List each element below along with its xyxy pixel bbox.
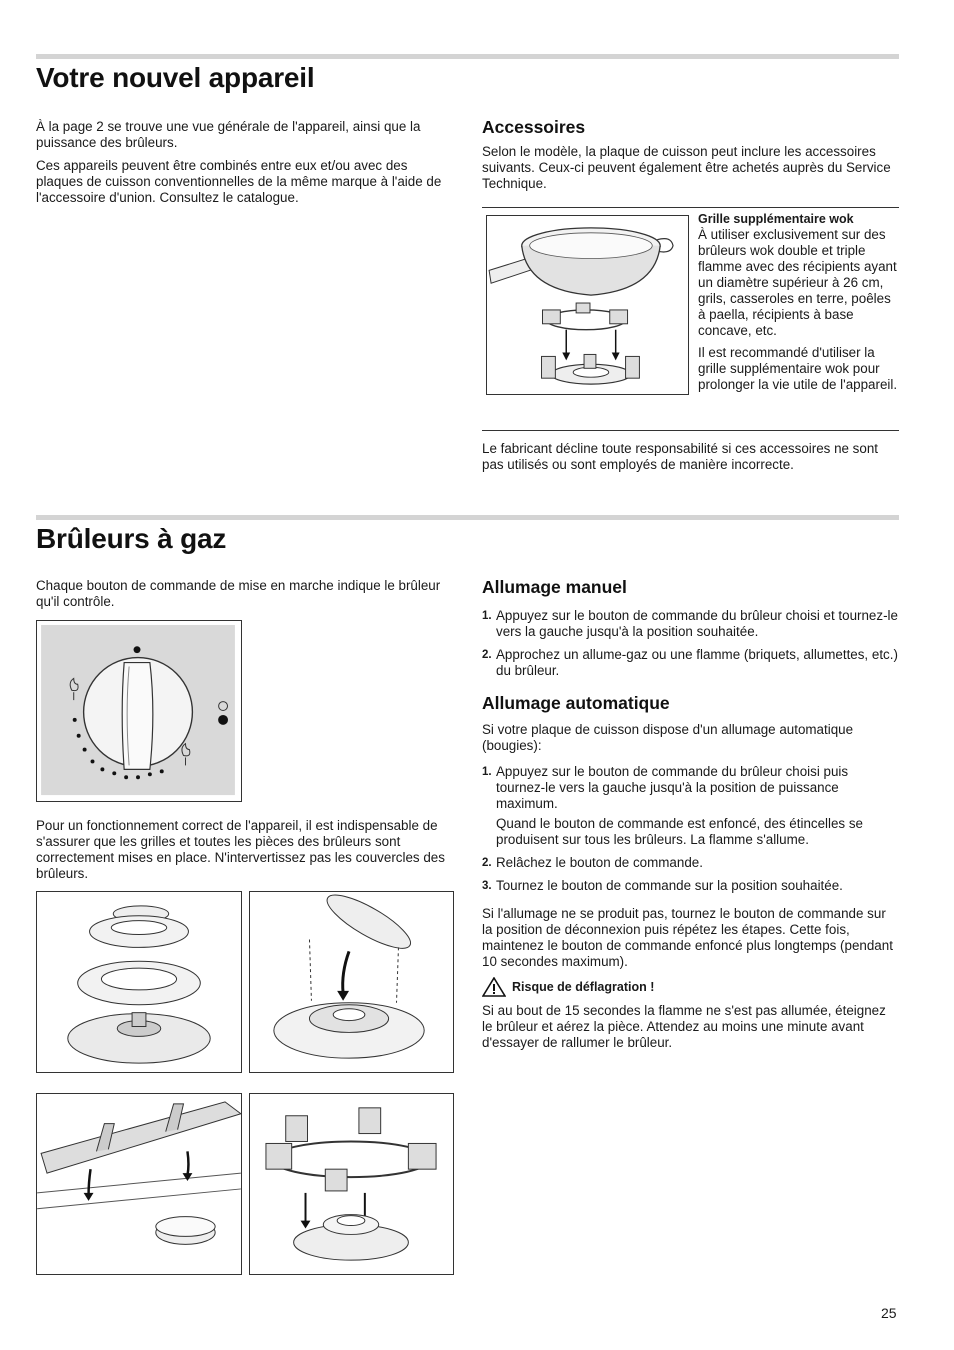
disclaimer-block bbox=[482, 441, 899, 480]
intro-column bbox=[36, 119, 454, 213]
accessory-title: Grille supplémentaire wok bbox=[698, 212, 854, 226]
burner-parts-illustration bbox=[36, 891, 242, 1073]
accessory-description bbox=[698, 211, 898, 400]
burner-parts-drawing bbox=[37, 892, 241, 1072]
warning-triangle-icon bbox=[482, 977, 506, 997]
burner-intro: Chaque bouton de commande de mise en marche indique le brûleur qu'il contrôle. bbox=[36, 578, 441, 609]
section-rule-1 bbox=[36, 54, 899, 59]
accessories-heading: Accessoires bbox=[482, 117, 586, 137]
accessories-intro: Selon le modèle, la plaque de cuisson peut inclure les accessoires suivants. Ceux-ci peuvent également être achetés auprès du Service Technique. bbox=[482, 144, 891, 191]
accessory-desc: À utiliser exclusivement sur des brûleurs wok double et triple flamme avec des récipients ayant un diamètre supérieur à 26 cm, grils, casseroles en terre, poêles à paella, récipients à base concave, etc. bbox=[698, 227, 897, 338]
retry-paragraph: Si l'allumage ne se produit pas, tournez le bouton de commande sur la position de déconnexion puis répétez les étapes. Cette fois, maintenez le bouton de commande enfoncé plus longtemps (pendant 10 secondes maximum). bbox=[482, 906, 893, 969]
automatic-step-2: 2. Relâchez le bouton de commande. bbox=[482, 855, 703, 870]
automatic-steps-list bbox=[482, 764, 899, 894]
intro-paragraph-2: Ces appareils peuvent être combinés entre eux et/ou avec des plaques de cuisson conventionnelles de la même marque à l'aide de l'accessoire d'union. Consultez le catalogue. bbox=[36, 158, 442, 205]
page-number: 25 bbox=[881, 1305, 897, 1321]
warning-text: Si au bout de 15 secondes la flamme ne s'est pas allumée, éteignez le brûleur et aérez la pièce. Attendez au moins une minute avant d'essayer de rallumer le brûleur. bbox=[482, 1003, 886, 1050]
knob-drawing bbox=[37, 621, 241, 801]
automatic-intro: Si votre plaque de cuisson dispose d'un allumage automatique (bougies): bbox=[482, 722, 854, 753]
assembly-paragraph: Pour un fonctionnement correct de l'appareil, il est indispensable de s'assurer que les grilles et toutes les pièces des brûleurs sont correctement mises en place. N'intervertissez pas les couvercles des brûleurs. bbox=[36, 818, 445, 881]
wok-grid-placement-drawing bbox=[250, 1094, 453, 1274]
automatic-step-3: 3. Tournez le bouton de commande sur la position souhaitée. bbox=[482, 878, 843, 893]
manual-step-1: 1. Appuyez sur le bouton de commande du brûleur choisi et tournez-le vers la gauche jusqu'à la position souhaitée. bbox=[482, 608, 898, 639]
section-title-bruleurs: Brûleurs à gaz bbox=[36, 523, 227, 554]
ignition-column bbox=[482, 577, 899, 1058]
accessories-column bbox=[482, 117, 899, 199]
manual-steps-list bbox=[482, 608, 899, 679]
accessory-note: Il est recommandé d'utiliser la grille supplémentaire wok pour prolonger la vie utile de l'appareil. bbox=[698, 345, 898, 392]
wok-grid-illustration bbox=[486, 215, 689, 395]
intro-paragraph-1: À la page 2 se trouve une vue générale de l'appareil, ainsi que la puissance des brûleurs. bbox=[36, 119, 421, 150]
assembly-column bbox=[36, 818, 454, 889]
automatic-step-1-extra: Quand le bouton de commande est enfoncé, des étincelles se produisent sur tous les brûleurs. La flamme s'allume. bbox=[496, 816, 863, 847]
warning-title: Risque de déflagration ! bbox=[512, 980, 655, 994]
accessory-table bbox=[482, 207, 899, 431]
burner-intro-column bbox=[36, 578, 454, 617]
manual-step-2: 2. Approchez un allume-gaz ou une flamme (briquets, allumettes, etc.) du brûleur. bbox=[482, 647, 898, 678]
manual-ignition-heading: Allumage manuel bbox=[482, 577, 627, 597]
grid-placement-drawing bbox=[37, 1094, 241, 1274]
accessories-disclaimer: Le fabricant décline toute responsabilité si ces accessoires ne sont pas utilisés ou sont employés de manière incorrecte. bbox=[482, 441, 878, 472]
cap-placement-drawing bbox=[250, 892, 453, 1072]
burner-cap-placement-illustration bbox=[249, 891, 454, 1073]
grid-placement-illustration bbox=[36, 1093, 242, 1275]
section-title-nouvel-appareil: Votre nouvel appareil bbox=[36, 62, 315, 93]
wok-grid-placement-illustration bbox=[249, 1093, 454, 1275]
warning-line bbox=[482, 977, 899, 997]
section-rule-2 bbox=[36, 515, 899, 520]
wok-grid-drawing bbox=[487, 216, 688, 394]
control-knob-illustration bbox=[36, 620, 242, 802]
automatic-ignition-heading: Allumage automatique bbox=[482, 693, 670, 713]
automatic-step-1: 1. Appuyez sur le bouton de commande du brûleur choisi puis tournez-le vers la gauche jusqu'à la position de puissance maximum. Quand le bouton de commande est enfoncé, des étincelles se produisent sur tous les brûleurs. La flamme s'allume. bbox=[482, 764, 899, 848]
